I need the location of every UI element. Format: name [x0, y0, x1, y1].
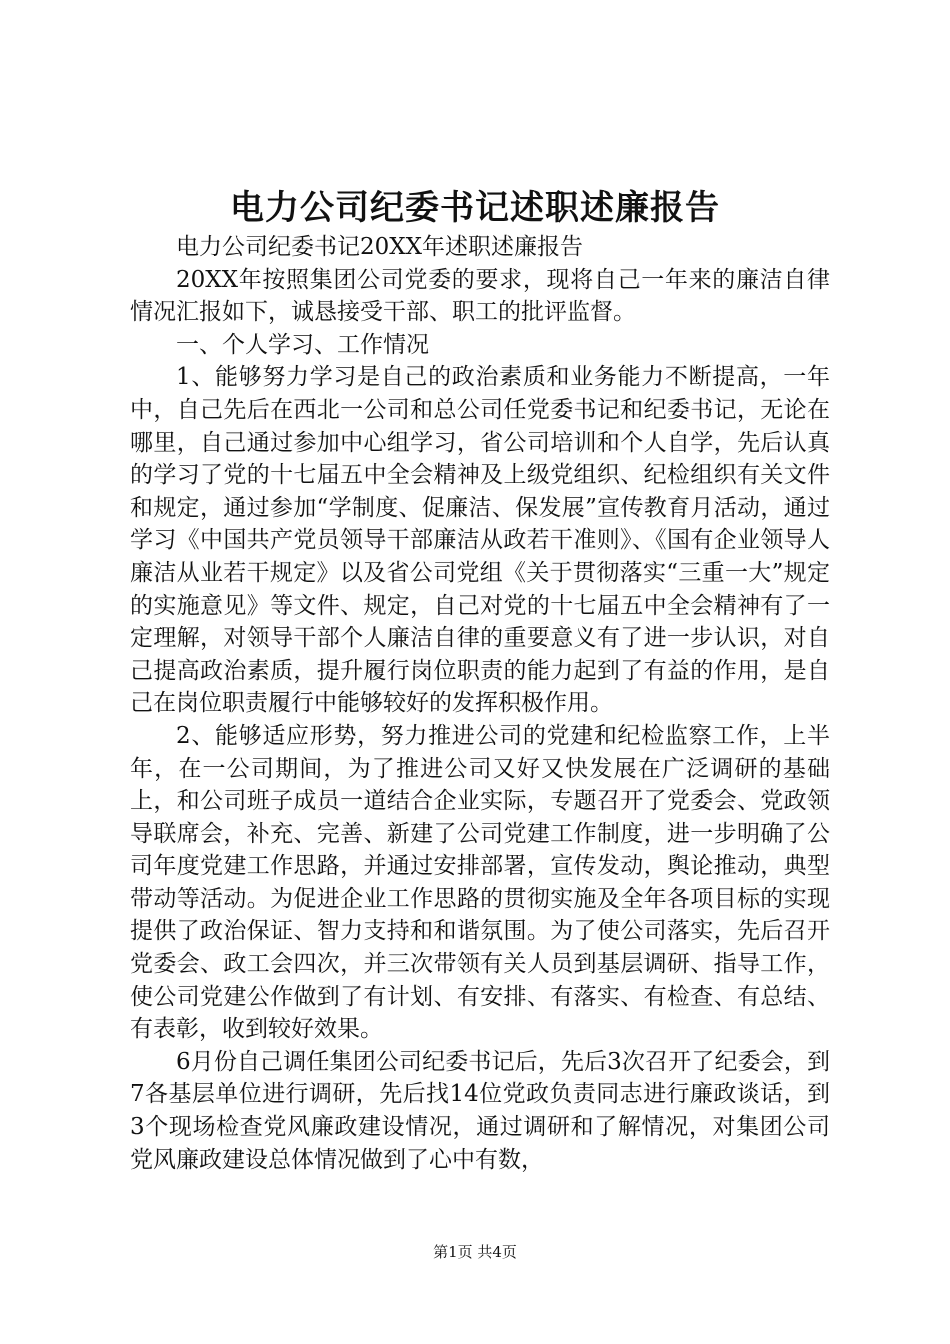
- section-heading: 一、个人学习、工作情况: [176, 331, 429, 358]
- paragraph-intro: 20XX年按照集团公司党委的要求，现将自己一年来的廉洁自律情况汇报如下，诚恳接受干部、职工的批评监督。: [130, 266, 830, 326]
- paragraph-june: 6月份自己调任集团公司纪委书记后，先后3次召开了纪委会，到7各基层单位进行调研，先后找14位党政负责同志进行廉政谈话，到3个现场检查党风廉政建设情况，通过调研和了解情况，对集团公司党风廉政建设总体情况做到了心中有数，: [130, 1048, 830, 1173]
- paragraph-item-1: 1、能够努力学习是自己的政治素质和业务能力不断提高，一年中，自己先后在西北一公司和总公司任党委书记和纪委书记，无论在哪里，自己通过参加中心组学习，省公司培训和个人自学，先后认真的学习了党的十七届五中全会精神及上级党组织、纪检组织有关文件和规定，通过参加“学制度、促廉洁、保发展”宣传教育月活动，通过学习《中国共产党员领导干部廉洁从政若干准则》、《国有企业领导人廉洁从业若干规定》以及省公司党组《关于贯彻落实“三重一大”规定的实施意见》等文件、规定，自己对党的十七届五中全会精神有了一定理解，对领导干部个人廉洁自律的重要意义有了进一步认识，对自己提高政治素质，提升履行岗位职责的能力起到了有益的作用，是自己在岗位职责履行中能够较好的发挥积极作用。: [130, 364, 830, 717]
- paragraph-item-2: 2、能够适应形势，努力推进公司的党建和纪检监察工作，上半年，在一公司期间，为了推进公司又好又快发展在广泛调研的基础上，和公司班子成员一道结合企业实际，专题召开了党委会、党政领导联席会，补充、完善、新建了公司党建工作制度，进一步明确了公司年度党建工作思路，并通过安排部署，宣传发动，舆论推动，典型带动等活动。为促进企业工作思路的贯彻实施及全年各项目标的实现提供了政治保证、智力支持和和谐氛围。为了使公司落实，先后召开党委会、政工会四次，并三次带领有关人员到基层调研、指导工作，使公司党建公作做到了有计划、有安排、有落实、有检查、有总结、有表彰，收到较好效果。: [130, 722, 830, 1043]
- paragraph-subtitle: 电力公司纪委书记20XX年述职述廉报告: [176, 234, 584, 260]
- page-footer: 第1页 共4页: [433, 1243, 517, 1261]
- document-title: 电力公司纪委书记述职述廉报告: [230, 188, 720, 228]
- document-body: [130, 231, 830, 1176]
